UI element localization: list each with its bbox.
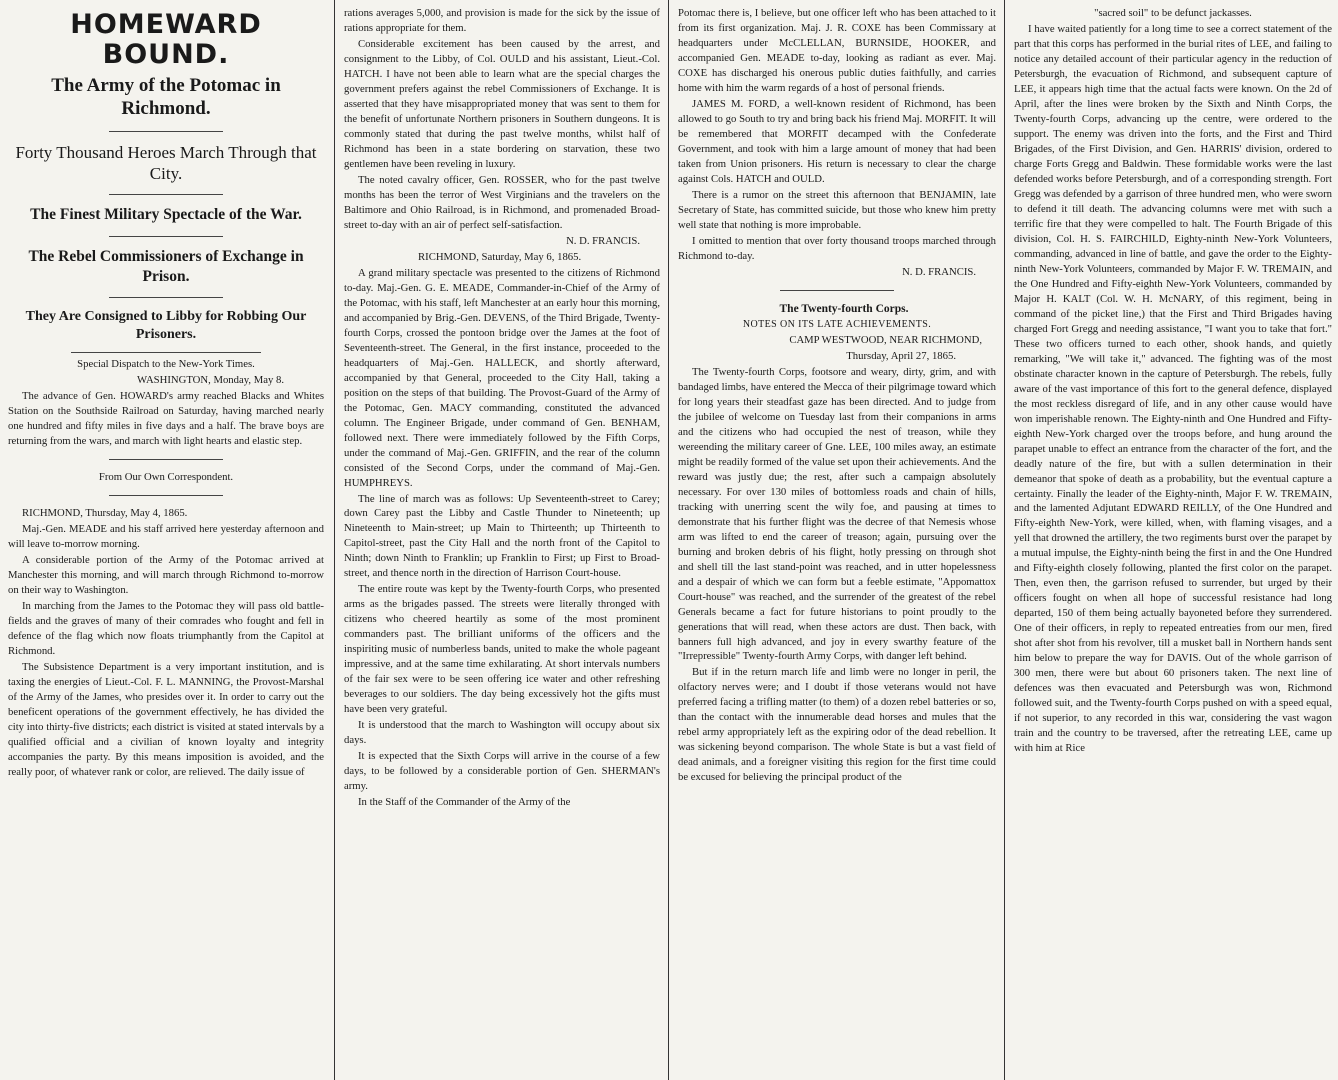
column-3 [670, 0, 1002, 1080]
column-1 [0, 0, 330, 1080]
deck-forty-thousand: Forty Thousand Heroes March Through that City. [15, 142, 317, 184]
paragraph: I have waited patiently for a long time to see a correct statement of the part that this corps has performed in the burial rites of LEE, and failing to notice any detailed account of their particular agency in the reduction of Petersburgh, the evacuation of Richmond, and subsequent capture of LEE, it appears high time that the actual facts were known. On the 2d of April, after the lines were broken by the Sixth and Ninth Corps, the Twenty-fourth Corps, advancing up the centre, were ordered to the support. The enemy was driven into the forts, and the First and Third Brigades, of the First Division, and Gen. HARRIS' division, ordered to charge Forts Gregg and Baldwin. These formidable works were the last defended works before Petersburgh, and of a corresponding strength. Fort Gregg was defended by a garrison of three hundred men, who were sworn to defend it till death. The advancing columns were met with such a terrific fire that they were compelled to halt. The Fourth Brigade of this division, Col. H. S. FAIRCHILD, Eighty-ninth New-York Volunteers, commanding, advanced in line of battle, and gave the order to the Eighty-ninth New-York Volunteers, commanded by Major F. W. TREMAIN, and the One Hundred and Fifty-eighth New-York Volunteers, commanded by Major H. KALT (Col. W. H. McNARY, of this regiment, being in command of the picket line,) that the First and Third Brigades having charged Fort Gregg and needing assistance, "I want you to take that fort." These two officers turned to each other, shook hands, and quietly remarking, "We will take it," advanced. The fighting was of the most obstinate character known in the capture of Petersburgh. The rebels, fully aware of the vast importance of this fort to the general defence, displayed the most reckless disregard of life, and in any other cause would have won imperishable renown. The Eighty-ninth and One Hundred and Fifty-eighth New-York charged over the troops before, and hung around the parapet unable to effect an entrance from the character of the fort, and the deadly nature of the fire, but with a sullen determination in their demeanor that spoke of death as a probability, but the eventual capture a certainty. Finally the leader of the Eighty-ninth, Major F. W. TREMAIN, and the lamented Adjutant EDWARD REILLY, of the One Hundred and Fifty-eighth New-York, were killed, when, with flaming visages, and a yell that drowned the artillery, the two regiments burst over the parapet by a mutual impulse, the Eighty-ninth being the first in and the One Hundred and Fifty-eighth closely following, planted the first color on the parapet. Then, even then, the garrison refused to surrender, but urged by their officers fought on when all hope of successful resistance had long departed, 150 of them being actually bayoneted before they surrendered. One of their officers, in reply to repeated entreaties from our men, fired shot after shot from his revolver, till a musket ball in Northern hands sent him below to prepare the way for DAVIS. Out of the whole garrison of 300 men, there were but about 60 prisoners taken. The next line of defences was then evacuated and Petersburgh was won, Richmond followed suit, and the Twenty-fourth Corps pushed on with a speed equal, if not superior, to any recorded in this war, considering the vast wagon train and the country to be traversed, after the retreating LEE, came up with him at Rice [1014, 22, 1332, 755]
paragraph: I omitted to mention that over forty thousand troops marched through Richmond to-day. [678, 234, 996, 262]
divider [109, 194, 223, 195]
paragraph: JAMES M. FORD, a well-known resident of Richmond, has been allowed to go South to try and bring back his friend Maj. MORFIT. It will be remembered that MORFIT decamped with the Confederate Government, and took with him a large amount of money that had been taken from Union prisoners. His return is necessary to clear the charge against Cols. HATCH and OULD. [678, 97, 996, 185]
column-rule [668, 0, 669, 1080]
paragraph: Considerable excitement has been caused by the arrest, and consignment to the Libby, of Col. OULD and his assistant, Lieut.-Col. HATCH. I have not been able to learn what are the special charges the government prefers against the rebel Commissioners of Exchange. It is asserted that they have misappropriated money that was sent to them for the benefit of unfortunate Northern prisoners in Southern dungeons. It is commonly stated that during the past twelve months, whilst half of Richmond has been in a state bordering on starvation, these two gentlemen have been reveling in luxury. [344, 37, 660, 170]
paragraph: It is understood that the march to Washington will occupy about six days. [344, 719, 660, 747]
divider [780, 290, 894, 291]
paragraph: Maj.-Gen. MEADE and his staff arrived here yesterday afternoon and will leave to-morrow morning. [8, 523, 324, 551]
divider [109, 459, 223, 460]
paragraph: The advance of Gen. HOWARD's army reached Blacks and Whites Station on the Southside Railroad on Saturday, having marched nearly one hundred and fifty miles in five days and a half. The brave boys are returning from the wars, and march with light hearts and elastic step. [8, 390, 324, 448]
correspondent-line: From Our Own Correspondent. [98, 471, 234, 484]
section-subtitle: NOTES ON ITS LATE ACHIEVEMENTS. [742, 318, 932, 330]
deck-finest-spectacle: The Finest Military Spectacle of the War. [30, 206, 302, 224]
paragraph: "sacred soil" to be defunct jackasses. [1094, 7, 1252, 19]
dateline-richmond: RICHMOND, Thursday, May 4, 1865. [22, 507, 188, 520]
paragraph: In the Staff of the Commander of the Army of the [358, 796, 571, 809]
paragraph: The Twenty-fourth Corps, footsore and weary, dirty, grim, and with bandaged limbs, have entered the Mecca of their pilgrimage toward which for long years their steadfast gaze has been directed. And to judge from the jubilee of welcome on Tuesday last from their companions in arms and the citizens who had occupied the nest of treason, while they wereending the military career of Gne. LEE, 100 miles away, an estimate might be readily formed of the value set upon their achievements. And the reward was justly due; the rest, after such a campaign absolutely necessary. For over 130 miles of bottomless roads and chain of hills, tracking with unerring scent the wily foe, and pausing at times to demonstrate that his further flight was the decree of that Nemesis whose arm was lifted to end the career of treason; again, pursuing over the burning and broken debris of his flight, hotly pressing on through shot and shell till the last stand-point was reached, and in utter hopelessness and a despair of which we can form but a feeble estimate, "Appomattox Court-house" was reached, and the surrender of the greatest of the rebel Generals became a fact for future historians to point proudly to the generations that will read, when these actors are dust. Then back, with banners full high advanced, and joy in every swarthy feature of the "Irrepressible" Twenty-fourth Army Corps, with danger left behind. [678, 365, 996, 663]
paragraph: But if in the return march life and limb were no longer in peril, the olfactory nerves were; and I doubt if those veterans would not have preferred facing a trifling matter (to them) of a dozen rebel batteries or so, than the contact with the innumerable dead horses and mules that the rebel army appropriately left as the expiring odor of the dead rebellion. It was sickening beyond comparison. The whole State is but a vast field of dead animals, and a foreigner visiting this region for the first time could be excused for believing the principal product of the [678, 666, 996, 784]
divider [109, 236, 223, 237]
paragraph: A considerable portion of the Army of the Potomac arrived at Manchester this morning, and will march through Richmond to-morrow on their way to Washington. [8, 554, 324, 597]
paragraph: A grand military spectacle was presented to the citizens of Richmond to-day. Maj.-Gen. G. E. MEADE, Commander-in-Chief of the Army of the Potomac, with his staff, left Manchester at an early hour this morning, and accompanied by Brig.-Gen. DEVENS, of the Third Brigade, Twenty-fourth Corps, crossed the pontoon bridge over the James at the foot of Seventeenth-street. The General, in the first instance, proceeded to the headquarters of Maj.-Gen. HALLECK, and shortly afterward, accompanied by that General, proceeded to the City Hall, taking a position on the steps of that building. The Provost-Guard of the Army of the Potomac, Gen. MACY commanding, constituted the advanced column. The Engineer Brigade, under command of Gen. BENHAM, followed next. There were immediately followed by the Fifth Corps, under the command of Maj.-Gen. GRIFFIN, and the rear of the column consisted of the Second Corps, under the command of Maj.-Gen. HUMPHREYS. [344, 266, 660, 489]
paragraph: There is a rumor on the street this afternoon that BENJAMIN, late Secretary of State, has committed suicide, but those who knew him pretty well state that nothing is more improbable. [678, 188, 996, 231]
paragraph: The Subsistence Department is a very important institution, and is taxing the energies of Lieut.-Col. F. L. MANNING, the Provost-Marshal of the Army of the James, who presides over it. In order to carry out the beneficent operations of the government effectively, he has divided the city into thirty-five districts; each district is visited at stated intervals by a qualified official and a civilian of known loyalty and integrity accompanies the party. By this means imposition is avoided, and the really poor, of whatever rank or color, are relieved. The daily issue of [8, 661, 324, 778]
divider [109, 495, 223, 496]
paragraph: rations averages 5,000, and provision is made for the sick by the issue of rations appropriate for them. [344, 7, 660, 34]
paragraph: The noted cavalry officer, Gen. ROSSER, who for the past twelve months has been the terror of West Virginians and the travelers on the Baltimore and Ohio Railroad, is in Richmond, and promenaded Broad-street to-day with an air of perfect self-satisfaction. [344, 173, 660, 231]
column-rule [1004, 0, 1005, 1080]
column-2 [336, 0, 666, 1080]
paragraph: The entire route was kept by the Twenty-fourth Corps, who presented arms as the brigades passed. The streets were literally thronged with citizens who cheered heartily as some of the most prominent commanders past. The brilliant uniforms of the officers and the inspiriting music of numberless bands, united to make the whole pageant impressive, and at the same time exhilarating. At short intervals numbers of the fair sex were to be seen offering ice water and other refreshing beverages to our soldiers. The day being excessively hot the gifts must have been very grateful. [344, 583, 660, 716]
deck-rebel-commissioners: The Rebel Commissioners of Exchange in Prison. [28, 247, 304, 285]
section-title: The Twenty-fourth Corps. [779, 302, 909, 315]
dateline-camp: CAMP WESTWOOD, NEAR RICHMOND, [789, 333, 982, 346]
divider [109, 131, 223, 132]
column-4 [1006, 0, 1338, 1080]
dispatch-line: Special Dispatch to the New-York Times. [77, 358, 255, 371]
main-headline: HOMEWARD BOUND. [70, 9, 262, 70]
deck-consigned-to-libby: They Are Consigned to Libby for Robbing Our Prisoners. [25, 308, 307, 343]
dateline-richmond-may6: RICHMOND, Saturday, May 6, 1865. [418, 250, 582, 263]
signature: N. D. FRANCIS. [566, 234, 640, 247]
dateline-date: Thursday, April 27, 1865. [846, 349, 956, 362]
paragraph: Potomac there is, I believe, but one officer left who has been attached to it from its first organization. Maj. J. R. COXE has been Commissary at headquarters under McCLELLAN, BURNSIDE, HOOKER, and accompanied Gen. MEADE to-day, looking as radiant as ever. Maj. COXE has discharged his onerous public duties faithfully, and carries home with him the warm regards of a host of personal friends. [678, 7, 996, 94]
column-rule [334, 0, 335, 1080]
deck-army-of-potomac: The Army of the Potomac in Richmond. [51, 75, 281, 120]
dateline-washington: WASHINGTON, Monday, May 8. [137, 374, 284, 387]
divider [109, 297, 223, 298]
paragraph: In marching from the James to the Potomac they will pass old battle-fields and the graves of many of their comrades who fought and fell in defence of the flag which now floats triumphantly from the Capitol at Richmond. [8, 600, 324, 658]
divider [71, 352, 261, 353]
signature: N. D. FRANCIS. [902, 265, 976, 278]
paragraph: It is expected that the Sixth Corps will arrive in the course of a few days, to be followed by a considerable portion of Gen. SHERMAN's army. [344, 750, 660, 793]
paragraph: The line of march was as follows: Up Seventeenth-street to Carey; down Carey past the Libby and Castle Thunder to Nineteenth; up Nineteenth to Main-street; up Main to Thirteenth; up Thirteenth to Capitol-street, past the City Hall and the north front of the Capitol to Ninth; down Ninth to Franklin; up Franklin to First; up First to Broad-street, and thence north in the direction of Harrison Court-house. [344, 492, 660, 580]
